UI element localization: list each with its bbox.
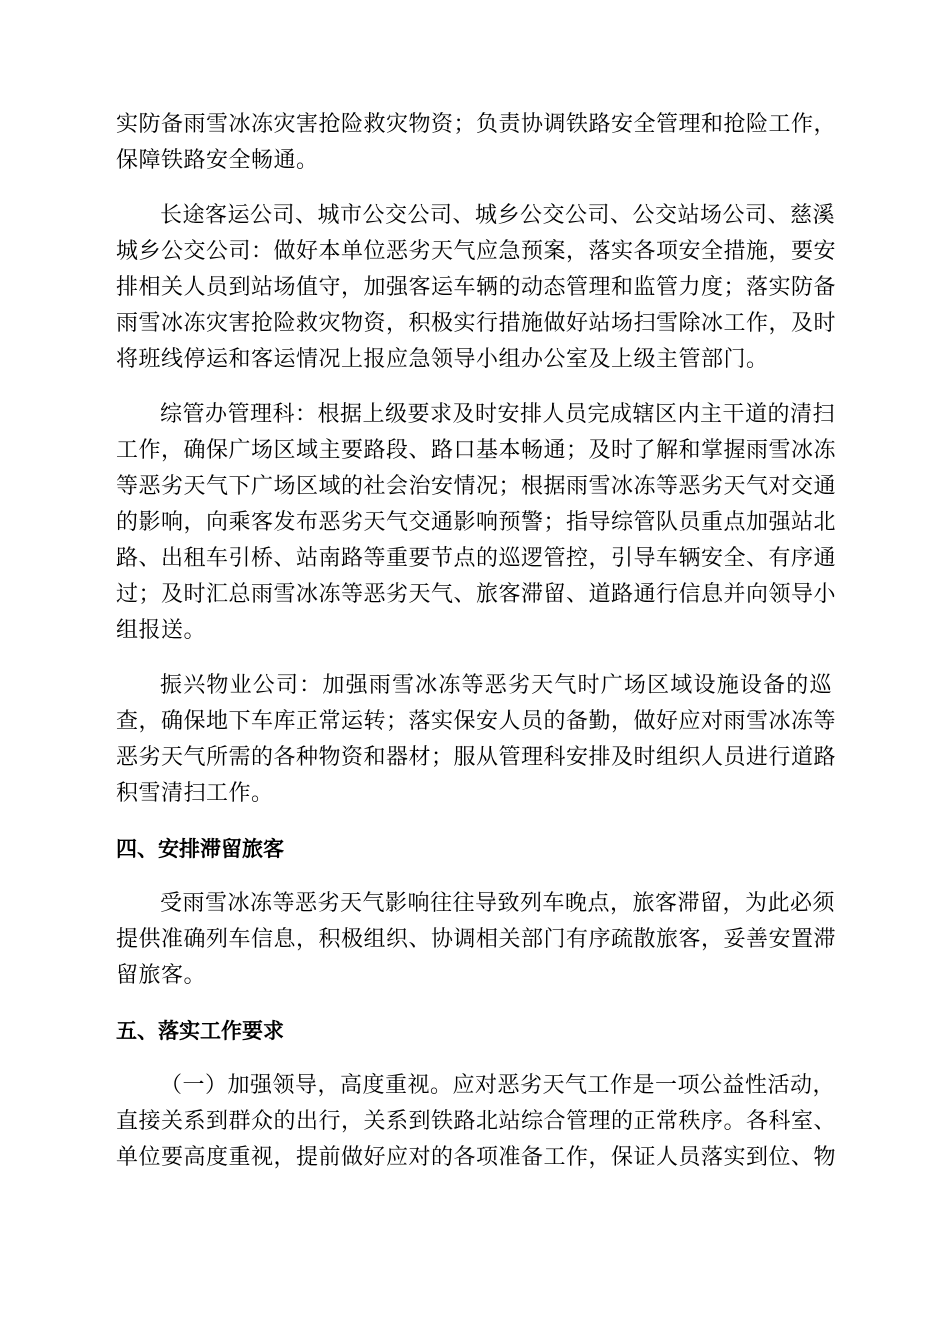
document-body	[116, 107, 837, 1195]
text-line: 受雨雪冰冻等恶劣天气影响往往导致列车晚点，旅客滞留，为此必须	[160, 891, 836, 916]
text-line: 将班线停运和客运情况上报应急领导小组办公室及上级主管部门。	[116, 347, 769, 372]
paragraph-bus-companies	[116, 198, 837, 378]
section-heading-work-requirements: 五、落实工作要求	[116, 1019, 284, 1043]
text-line: 雨雪冰冻灾害抢险救灾物资，积极实行措施做好站场扫雪除冰工作，及时	[116, 311, 837, 336]
text-line: 等恶劣天气下广场区域的社会治安情况；根据雨雪冰冻等恶劣天气对交通	[116, 474, 837, 499]
paragraph-property-company	[116, 668, 837, 812]
paragraph-railway-continuation	[116, 107, 837, 179]
paragraph-stranded-passengers	[116, 886, 837, 994]
text-line: 组报送。	[116, 618, 207, 643]
text-line: 的影响，向乘客发布恶劣天气交通影响预警；指导综管队员重点加强站北	[116, 510, 837, 535]
text-line: 单位要高度重视，提前做好应对的各项准备工作，保证人员落实到位、物	[116, 1145, 837, 1170]
text-line: 直接关系到群众的出行，关系到铁路北站综合管理的正常秩序。各科室、	[116, 1109, 837, 1134]
text-line: 恶劣天气所需的各种物资和器材；服从管理科安排及时组织人员进行道路	[116, 745, 837, 770]
text-line: 实防备雨雪冰冻灾害抢险救灾物资；负责协调铁路安全管理和抢险工作，	[116, 112, 837, 137]
text-line: 过；及时汇总雨雪冰冻等恶劣天气、旅客滞留、道路通行信息并向领导小	[116, 582, 837, 607]
text-line: 保障铁路安全畅通。	[116, 148, 319, 173]
text-line: 排相关人员到站场值守，加强客运车辆的动态管理和监管力度；落实防备	[116, 275, 837, 300]
text-line: 提供准确列车信息，积极组织、协调相关部门有序疏散旅客，妥善安置滞	[116, 927, 837, 952]
paragraph-management-office	[116, 397, 837, 649]
section-heading-stranded-passengers: 四、安排滞留旅客	[116, 837, 284, 861]
text-line: 路、出租车引桥、站南路等重要节点的巡逻管控，引导车辆安全、有序通	[116, 546, 837, 571]
text-line: （一）加强领导，高度重视。应对恶劣天气工作是一项公益性活动，	[160, 1073, 836, 1098]
text-line: 查，确保地下车库正常运转；落实保安人员的备勤，做好应对雨雪冰冻等	[116, 709, 837, 734]
text-line: 积雪清扫工作。	[116, 781, 274, 806]
text-line: 综管办管理科：根据上级要求及时安排人员完成辖区内主干道的清扫	[160, 402, 836, 427]
text-line: 留旅客。	[116, 963, 207, 988]
text-line: 工作，确保广场区域主要路段、路口基本畅通；及时了解和掌握雨雪冰冻	[116, 438, 837, 463]
text-line: 城乡公交公司：做好本单位恶劣天气应急预案，落实各项安全措施，要安	[116, 239, 837, 264]
text-line: 振兴物业公司：加强雨雪冰冻等恶劣天气时广场区域设施设备的巡	[160, 673, 832, 698]
text-line: 长途客运公司、城市公交公司、城乡公交公司、公交站场公司、慈溪	[160, 203, 836, 228]
paragraph-leadership	[116, 1068, 837, 1176]
